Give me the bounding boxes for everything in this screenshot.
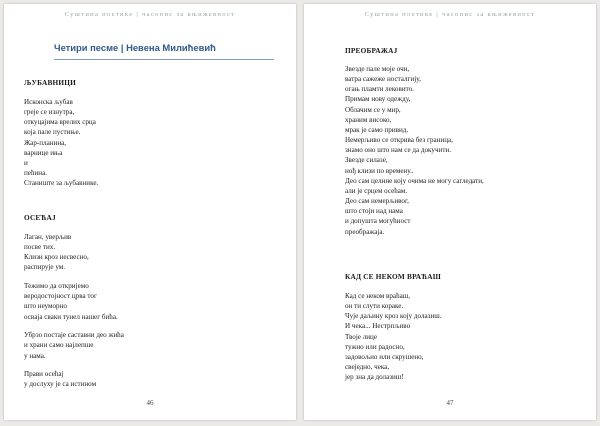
poem-line: и bbox=[24, 158, 28, 167]
stanza-gap bbox=[24, 322, 264, 331]
poem-line: свеједно, чека, bbox=[345, 363, 390, 372]
poem-line: посве тих. bbox=[24, 243, 56, 252]
poem-line: што неуморно bbox=[24, 302, 67, 311]
poem-line: откуцајима врелих срца bbox=[24, 118, 96, 127]
poem-line: Примам нову одежду, bbox=[345, 95, 411, 104]
poem-line: задовољно или скрушено, bbox=[345, 352, 424, 361]
running-head: Суштина поетике | часопис за књижевност bbox=[64, 11, 236, 18]
poem-line: и допушта могућност bbox=[345, 217, 411, 226]
poem-line: он ти слути кораке. bbox=[345, 302, 404, 311]
poem-line: Немерљиво се открива без граница, bbox=[345, 136, 453, 145]
poem-line: И чека... Нестрпљиво bbox=[345, 322, 411, 331]
poem-line: веродостојност црва тог bbox=[24, 292, 97, 301]
poem-title-kad-se-nekom-vracas: КАД СЕ НЕКОМ ВРАЋАШ bbox=[345, 272, 441, 281]
poem-line: греје се изнутра, bbox=[24, 108, 75, 117]
poem-title-preobrazaj: ПРЕОБРАЖАЈ bbox=[345, 46, 398, 55]
poem-line: Твоје лице bbox=[345, 332, 378, 341]
left-page bbox=[4, 4, 296, 420]
poem-line: што стоји над нама bbox=[345, 207, 403, 216]
article-title: Четири песме | Невена Милићевић bbox=[54, 42, 216, 53]
poem-line: пећина. bbox=[24, 169, 48, 178]
poem-line: Убрзо постаје саставни део жића bbox=[24, 331, 124, 340]
poem-line: Део сам целине коју очима не могу сагледати, bbox=[345, 176, 484, 185]
poem-line: Исконска љубав bbox=[24, 98, 73, 106]
poem-line: Кад се неком враћаш, bbox=[345, 292, 411, 300]
poem-line: Звезде силазе, bbox=[345, 156, 388, 165]
poem-line: ватра сажеже носталгију, bbox=[345, 75, 421, 84]
poem-title-osecaj: ОСЕЋАЈ bbox=[24, 213, 56, 222]
poem-line: огањ пламти лековито. bbox=[345, 85, 414, 94]
poem-body-osecaj bbox=[24, 232, 264, 390]
poem-line: тужно или радосно, bbox=[345, 342, 405, 351]
page-number: 46 bbox=[146, 399, 154, 407]
poem-line: која пале пустиње. bbox=[24, 128, 81, 137]
poem-line: знамо оно што нам се да докучити. bbox=[345, 146, 451, 155]
stanza-gap bbox=[24, 361, 264, 370]
poem-line: храним високо, bbox=[345, 115, 392, 124]
poem-line: Жар-планина, bbox=[24, 138, 67, 147]
poem-line: Клизи кроз несвесно, bbox=[24, 253, 89, 262]
poem-line: јер зна да долазиш! bbox=[345, 373, 404, 382]
poem-line: мрак је само привид. bbox=[345, 125, 409, 134]
poem-line: преображаја. bbox=[345, 227, 385, 236]
title-divider bbox=[54, 59, 274, 60]
poem-line: и храни само најлепше bbox=[24, 341, 94, 350]
page-number: 47 bbox=[446, 399, 454, 407]
poem-line: у нама. bbox=[24, 351, 46, 360]
poem-line: Део сам немерљивог, bbox=[345, 197, 409, 206]
poem-line: распирује ум. bbox=[24, 263, 66, 272]
poem-line: Прави осећај bbox=[24, 370, 64, 379]
poem-line: Облачим се у мир, bbox=[345, 105, 401, 114]
poem-body-ljubavnici bbox=[24, 97, 264, 188]
poem-line: Лаган, уверљив bbox=[24, 233, 72, 241]
stanza-gap bbox=[24, 273, 264, 282]
poem-line: нођ клизи по времену.. bbox=[345, 166, 414, 175]
right-page bbox=[304, 4, 596, 420]
poem-line: али је срцем осећам. bbox=[345, 186, 408, 195]
poem-line: освaja сваки тунел нашег бића. bbox=[24, 312, 118, 321]
poem-line: Тежимо да откријемо bbox=[24, 282, 89, 291]
poem-line: Чује дaљину кроз коју долазиш. bbox=[345, 312, 442, 321]
poem-body-kad-se-nekom-vracas bbox=[345, 291, 585, 382]
poem-line: Звезде пале моје очи, bbox=[345, 65, 410, 73]
poem-line: у дослуху је са истином bbox=[24, 380, 97, 389]
poem-body-preobrazaj bbox=[345, 64, 585, 237]
poem-line: Станиште за љубавнике. bbox=[24, 179, 99, 188]
poem-line: варнице иња bbox=[24, 148, 63, 157]
running-head: Суштина поетике | часопис за књижевност bbox=[364, 11, 536, 18]
poem-title-ljubavnici: ЉУБАВНИЦИ bbox=[24, 78, 77, 87]
